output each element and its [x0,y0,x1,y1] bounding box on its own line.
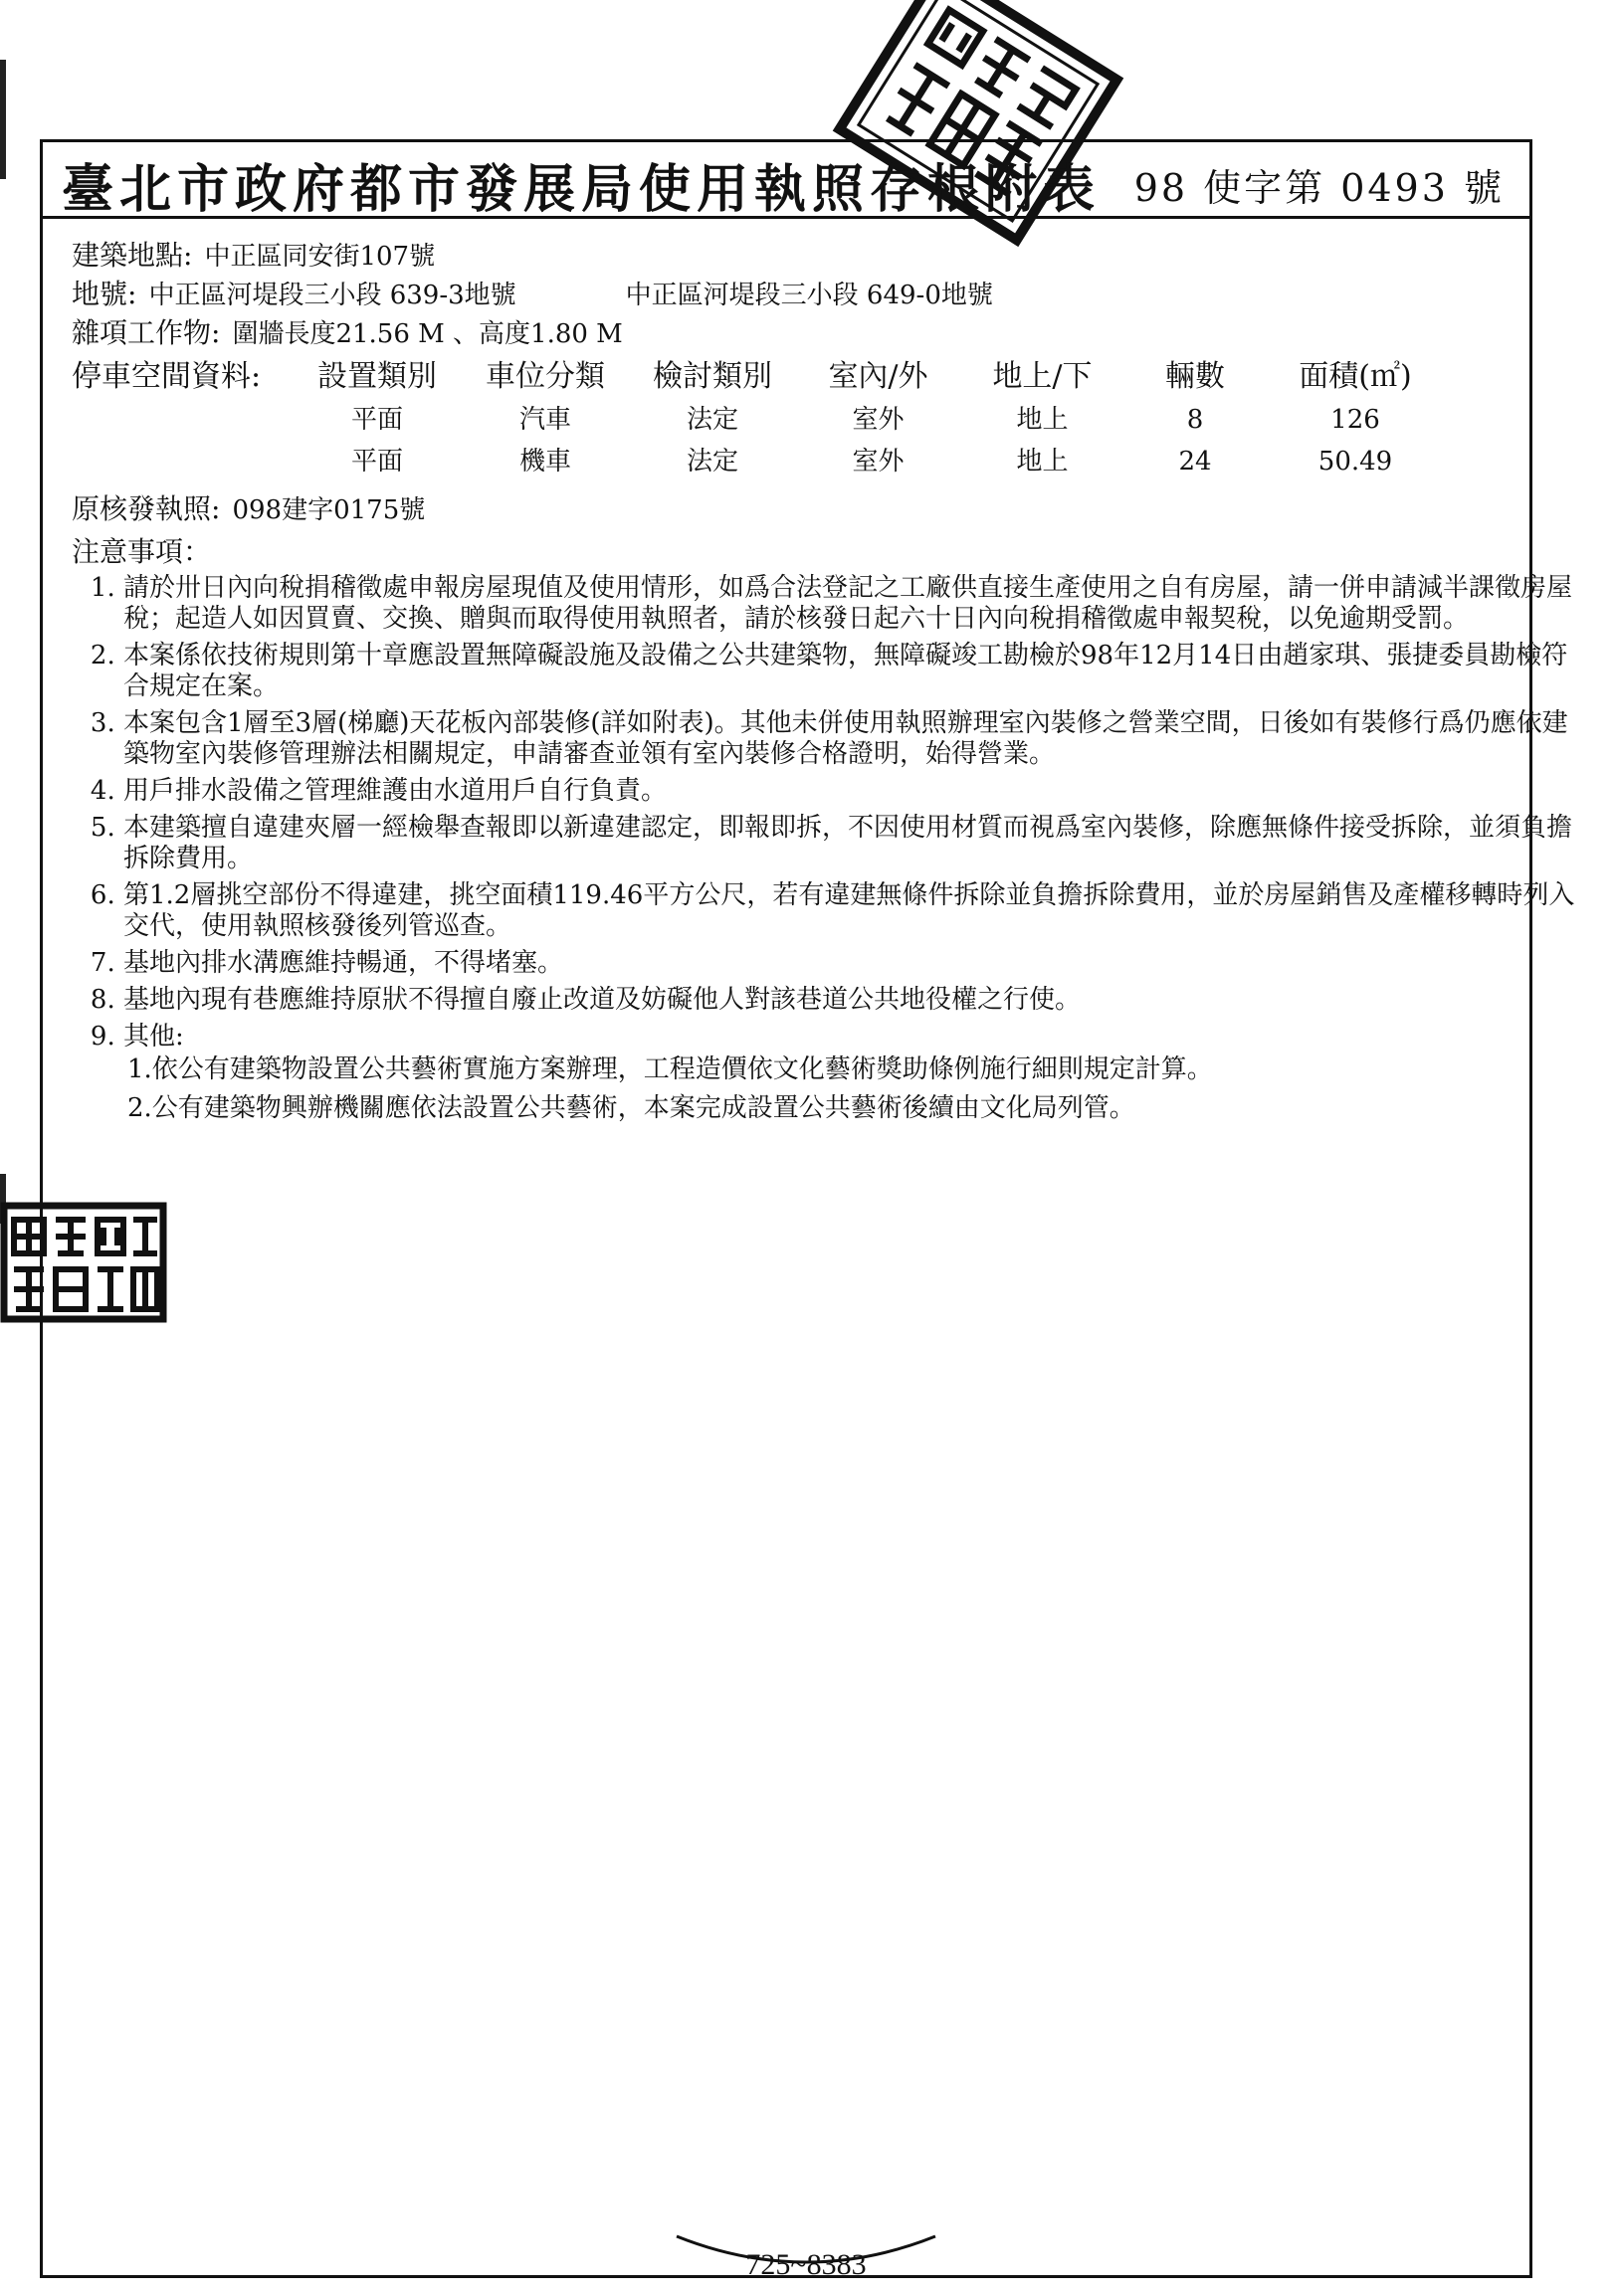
other-notes-label: 其他: [123,1022,184,1052]
parking-header-cell: 設置類別 [317,359,437,394]
parking-cell: 法定 [686,447,738,477]
parking-header-cell: 室內/外 [828,359,928,394]
list-item [123,1022,1586,1124]
parking-cell: 24 [1178,447,1212,477]
misc-structure-value: 圍牆長度21.56 M 、高度1.80 M [232,319,623,349]
table-row [72,441,1445,482]
list-item: 1.依公有建築物設置公共藝術實施方案辦理，工程造價依文化藝術獎助條例施行細則規定計算。 [127,1054,1213,1084]
parking-cell: 126 [1330,405,1380,435]
lot-value-2: 中正區河堤段三小段 649-0地號 [625,281,993,310]
parking-label: 停車空間資料: [72,359,262,394]
license-number: 98 使字第 0493 號 [1133,166,1505,210]
footer-number-stamp [667,2228,945,2296]
parking-cell: 50.49 [1317,447,1393,477]
scan-margin-mark [0,60,6,179]
list-item: 7. 基地內排水溝應維持暢通，不得堵塞。 [123,948,1586,979]
parking-cell: 汽車 [518,405,571,435]
address-value: 中正區同安街107號 [204,242,436,272]
misc-structure-label: 雜項工作物: [72,316,221,349]
parking-cell: 地上 [1016,447,1069,477]
parking-header-cell: 車位分類 [486,359,605,394]
parking-cell: 地上 [1016,405,1069,435]
list-item: 1. 請於卅日內向稅捐稽徵處申報房屋現值及使用情形，如爲合法登記之工廠供直接生產使用之自有房屋，請一併申請減半課徵房屋稅；起造人如因買賣、交換、贈與而取得使用執照者，請於核發日起六十日內向稅捐稽徵處申報契稅，以免逾期受罰。 [123,573,1586,635]
parking-header-cell: 地上/下 [992,359,1093,394]
parking-cell: 法定 [686,405,738,435]
parking-cell: 平面 [350,447,403,477]
parking-header-cell: 面積(㎡) [1299,359,1412,394]
address-row [72,237,1524,276]
list-item: 2.公有建築物興辦機關應依法設置公共藝術，本案完成設置公共藝術後續由文化局列管。 [127,1093,1135,1123]
original-permit-row [72,490,1524,529]
notes-title: 注意事項： [72,535,212,568]
parking-header-row [72,355,1445,399]
footer-stamp-text: 725~8383 [745,2248,867,2281]
list-item: 6. 第1.2層挑空部份不得違建，挑空面積119.46平方公尺，若有違建無條件拆除並負擔拆除費用，並於房屋銷售及產權移轉時列入交代，使用執照核發後列管巡查。 [123,880,1586,942]
parking-cell: 8 [1186,405,1204,435]
list-item: 5. 本建築擅自違建夾層一經檢舉查報即以新違建認定，即報即拆，不因使用材質而視爲室內裝修，除應無條件接受拆除，並須負擔拆除費用。 [123,813,1586,874]
list-item: 2. 本案係依技術規則第十章應設置無障礙設施及設備之公共建築物，無障礙竣工勘檢於98年12月14日由趙家琪、張捷委員勘檢符合規定在案。 [123,641,1586,702]
other-notes-sublist [123,1054,1586,1124]
parking-table [72,355,1445,482]
document-body [72,237,1575,1132]
lot-value-1: 中正區河堤段三小段 639-3地號 [148,281,516,310]
list-item: 8. 基地內現有巷應維持原狀不得擅自廢止改道及妨礙他人對該巷道公共地役權之行使。 [123,985,1586,1016]
document-title: 臺北市政府都市發展局使用執照存根附表 [62,159,1102,220]
parking-cell: 室外 [852,447,905,477]
document-header [40,139,1532,219]
parking-cell: 室外 [852,405,905,435]
list-item: 3. 本案包含1層至3層(梯廳)天花板內部裝修(詳如附表)。其他未併使用執照辦理室內裝修之營業空間，日後如有裝修行爲仍應依建築物室內裝修管理辦法相關規定，申請審查並領有室內裝修合格證明，始得營業。 [123,708,1586,770]
parking-cell: 機車 [518,447,571,477]
parking-cell: 平面 [350,405,403,435]
address-label: 建築地點: [72,239,193,272]
lot-label: 地號: [72,278,137,310]
parking-header-cell: 輛數 [1165,359,1225,394]
original-permit-label: 原核發執照: [72,492,221,525]
parking-header-cell: 檢討類別 [653,359,772,394]
misc-structure-row [72,314,1524,353]
notes-list [72,573,1586,1124]
original-permit-value: 098建字0175號 [232,495,426,525]
table-row [72,399,1445,441]
list-item: 4. 用戶排水設備之管理維護由水道用戶自行負責。 [123,776,1586,807]
lot-row [72,276,1524,314]
